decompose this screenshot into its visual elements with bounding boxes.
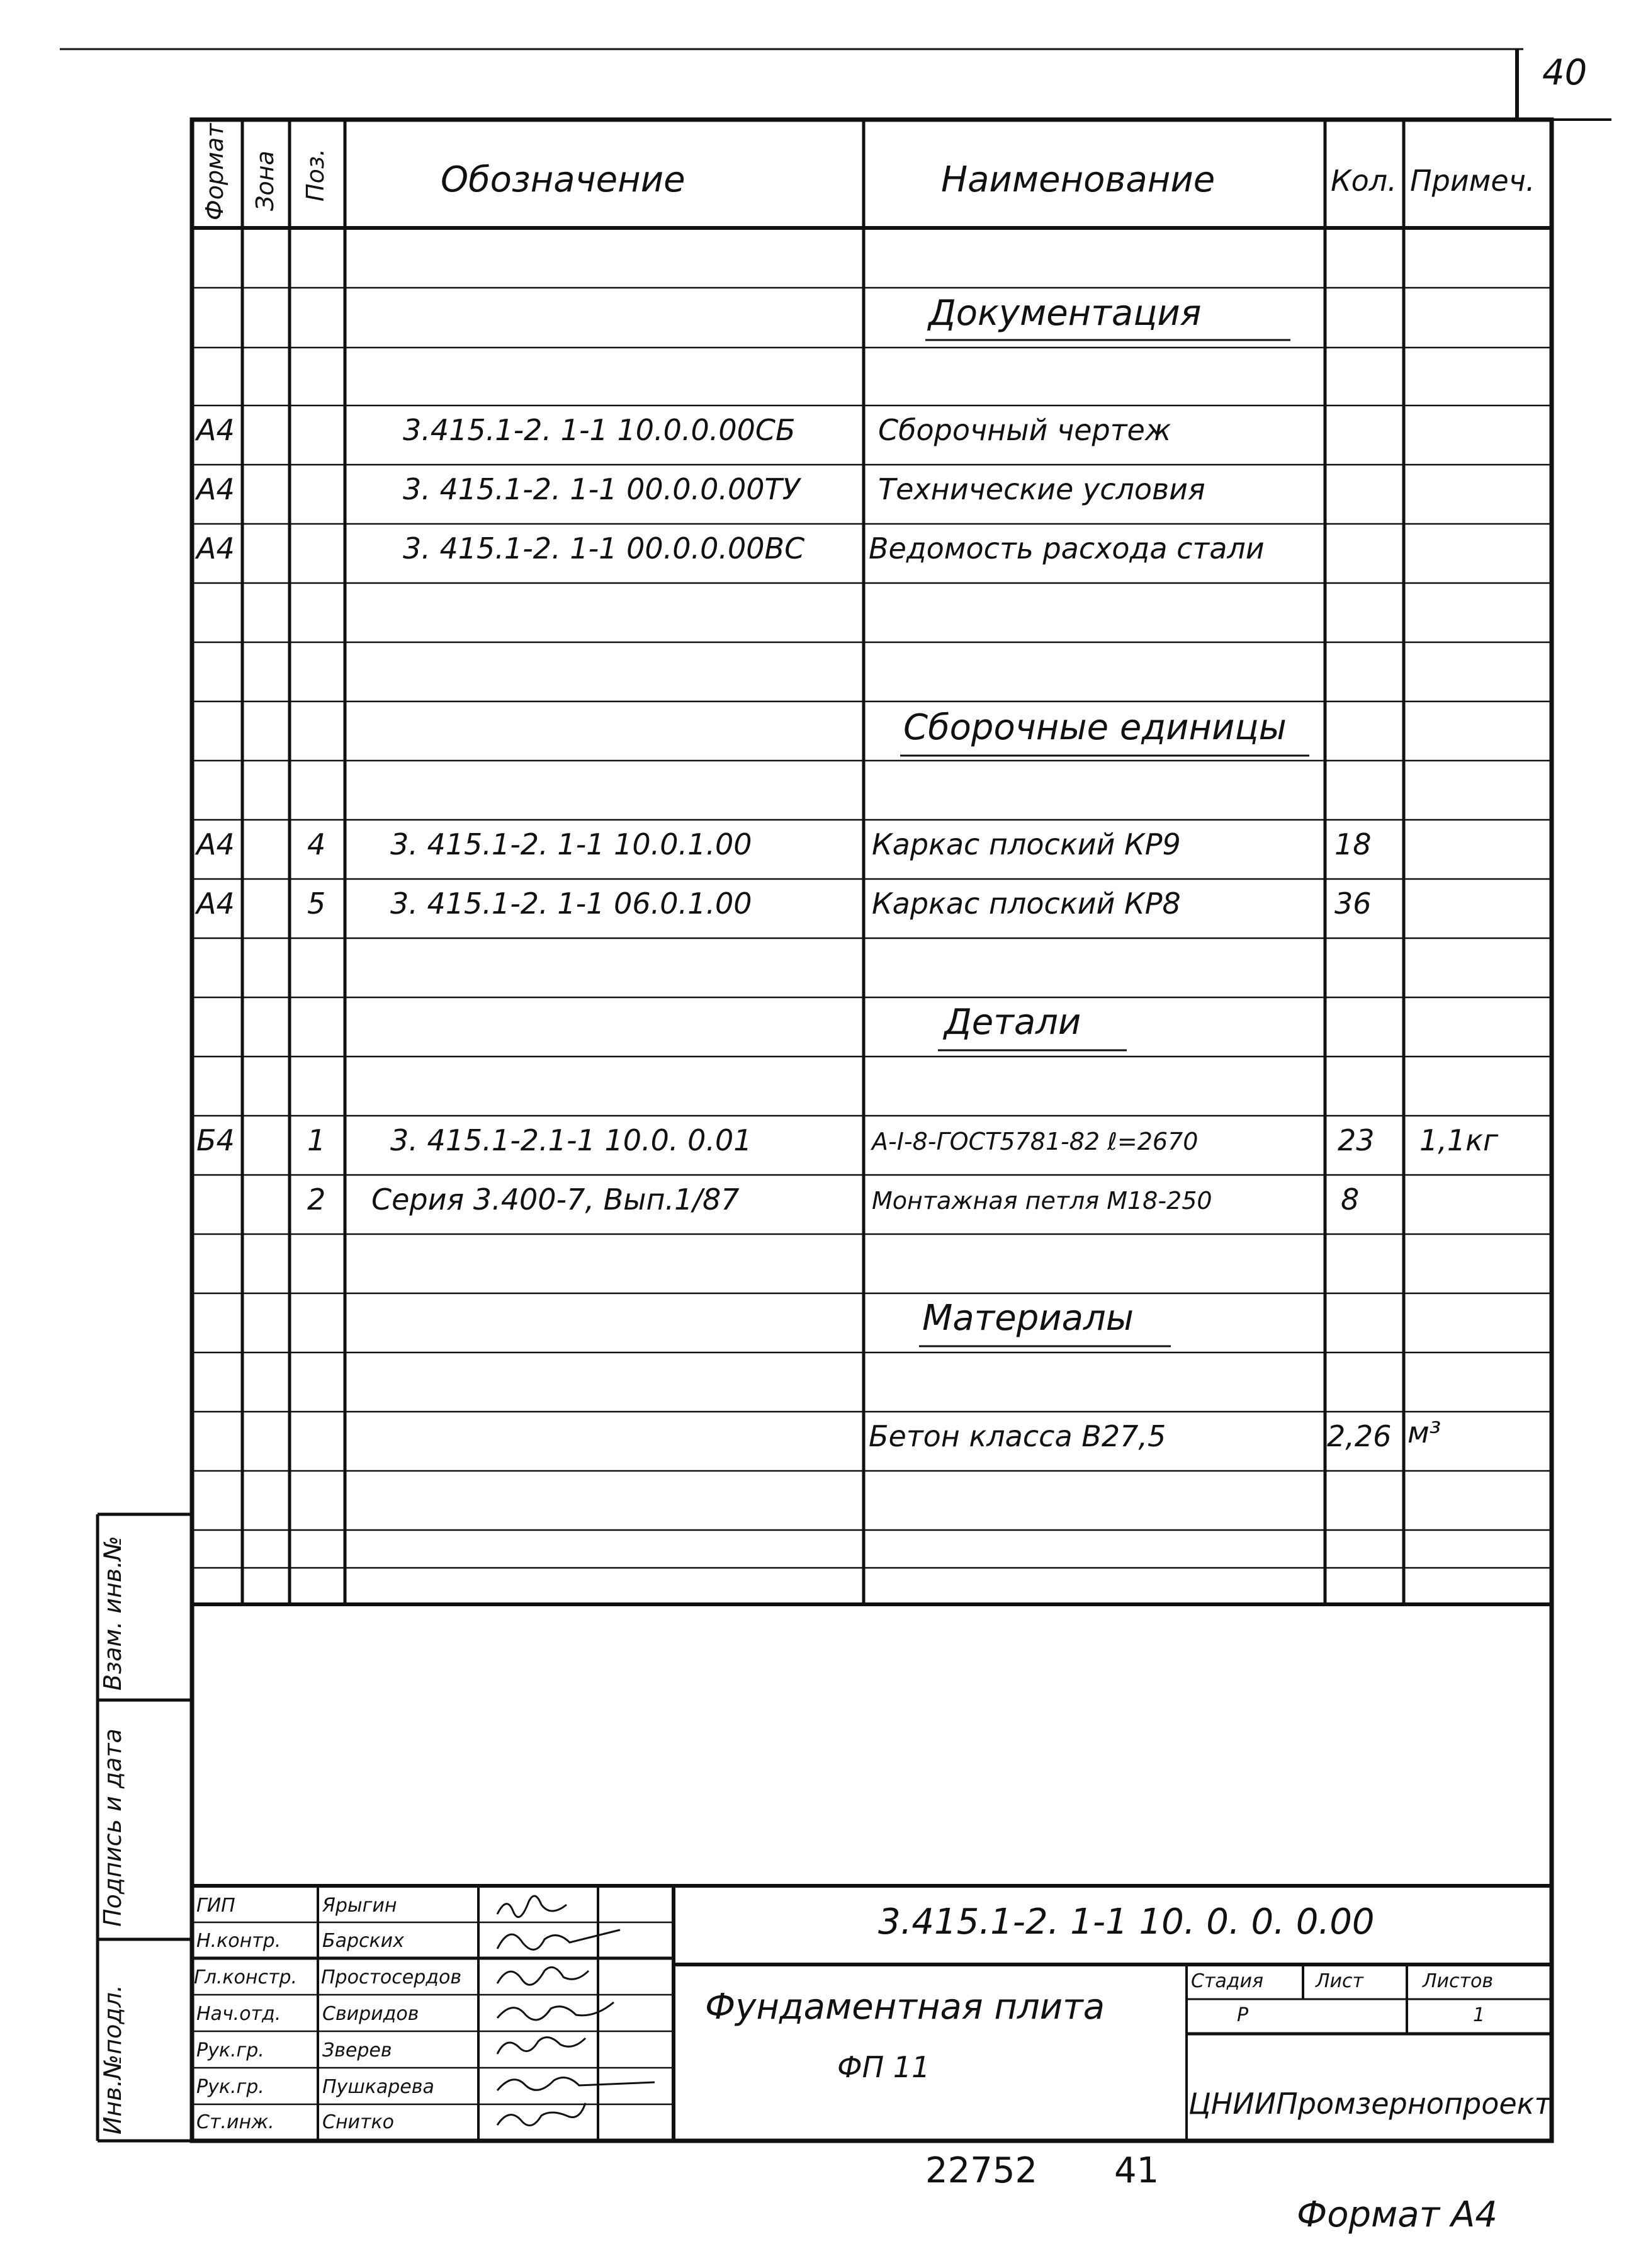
tb-title-line2: ФП 11 bbox=[837, 2050, 930, 2084]
row-6-designation: 3. 415.1-2.1-1 10.0. 0.01 bbox=[390, 1123, 752, 1157]
tb-role-3: Гл.констр. bbox=[194, 1966, 298, 1988]
row-2-name: Технические условия bbox=[878, 472, 1205, 506]
tb-role-6: Рук.гр. bbox=[196, 2076, 264, 2098]
footer-number: 22752 bbox=[925, 2150, 1038, 2191]
tb-stage-label: Стадия bbox=[1191, 1970, 1264, 1992]
side-label-podpis: Подпись и дата bbox=[99, 1728, 127, 1927]
row-1-designation: 3.415.1-2. 1-1 10.0.0.00СБ bbox=[403, 413, 796, 447]
tb-name-3: Простосердов bbox=[321, 1966, 462, 1988]
tb-name-2: Барских bbox=[322, 1930, 404, 1952]
section-materials: Материалы bbox=[922, 1298, 1134, 1339]
header-note: Примеч. bbox=[1410, 164, 1535, 198]
row-7-pos: 2 bbox=[307, 1182, 326, 1216]
header-zone: Зона bbox=[251, 150, 279, 211]
side-label-vzam: Взам. инв.№ bbox=[99, 1536, 127, 1691]
row-5-pos: 5 bbox=[307, 887, 326, 921]
row-5-format: А4 bbox=[196, 887, 235, 921]
footer-format: Формат А4 bbox=[1297, 2194, 1498, 2235]
row-7-name: Монтажная петля М18-250 bbox=[872, 1187, 1212, 1215]
row-8-qty: 2,26 bbox=[1327, 1419, 1392, 1453]
row-6-name: А-I-8-ГОСТ5781-82 ℓ=2670 bbox=[872, 1128, 1199, 1155]
row-3-name: Ведомость расхода стали bbox=[869, 531, 1265, 565]
row-4-pos: 4 bbox=[307, 827, 326, 861]
tb-org: ЦНИИПромзернопроект bbox=[1188, 2087, 1552, 2121]
row-2-format: А4 bbox=[196, 472, 235, 506]
row-3-designation: 3. 415.1-2. 1-1 00.0.0.00ВС bbox=[403, 531, 805, 565]
row-7-qty: 8 bbox=[1341, 1182, 1360, 1216]
row-4-designation: 3. 415.1-2. 1-1 10.0.1.00 bbox=[390, 827, 752, 861]
row-6-note: 1,1кг bbox=[1419, 1123, 1499, 1157]
row-8-note: м³ bbox=[1408, 1415, 1441, 1449]
tb-role-1: ГИП bbox=[196, 1895, 235, 1917]
tb-code: 3.415.1-2. 1-1 10. 0. 0. 0.00 bbox=[878, 1902, 1375, 1942]
row-4-qty: 18 bbox=[1334, 827, 1372, 861]
header-format: Формат bbox=[201, 123, 228, 220]
header-qty: Кол. bbox=[1331, 164, 1397, 198]
row-2-designation: 3. 415.1-2. 1-1 00.0.0.00ТУ bbox=[403, 472, 800, 506]
tb-role-2: Н.контр. bbox=[196, 1930, 281, 1952]
row-6-pos: 1 bbox=[307, 1123, 326, 1157]
tb-name-7: Снитко bbox=[322, 2111, 395, 2133]
tb-role-4: Нач.отд. bbox=[196, 2003, 281, 2025]
tb-name-4: Свиридов bbox=[322, 2003, 419, 2025]
section-documentation: Документация bbox=[928, 293, 1202, 334]
row-5-qty: 36 bbox=[1334, 887, 1372, 921]
row-6-qty: 23 bbox=[1338, 1123, 1375, 1157]
row-6-format: Б4 bbox=[196, 1123, 235, 1157]
row-5-designation: 3. 415.1-2. 1-1 06.0.1.00 bbox=[390, 887, 752, 921]
tb-stage-value: Р bbox=[1237, 2004, 1249, 2026]
tb-role-5: Рук.гр. bbox=[196, 2039, 264, 2061]
side-label-inv-podl: Инв.№подл. bbox=[99, 1984, 127, 2135]
tb-sheets-label: Листов bbox=[1423, 1970, 1494, 1992]
header-name: Наименование bbox=[941, 159, 1216, 200]
tb-sheet-label: Лист bbox=[1316, 1970, 1364, 1992]
row-7-designation: Серия 3.400-7, Вып.1/87 bbox=[371, 1182, 740, 1216]
row-8-name: Бетон класса В27,5 bbox=[869, 1419, 1166, 1453]
row-4-format: А4 bbox=[196, 827, 235, 861]
section-details: Детали bbox=[944, 1002, 1081, 1043]
tb-role-7: Ст.инж. bbox=[196, 2111, 274, 2133]
tb-name-1: Ярыгин bbox=[322, 1895, 397, 1917]
header-pos: Поз. bbox=[302, 148, 329, 201]
row-1-format: А4 bbox=[196, 413, 235, 447]
row-1-name: Сборочный чертеж bbox=[878, 413, 1171, 447]
tb-title-line1: Фундаментная плита bbox=[705, 1987, 1105, 2027]
row-4-name: Каркас плоский КР9 bbox=[872, 827, 1181, 861]
tb-name-5: Зверев bbox=[322, 2039, 392, 2061]
header-designation: Обозначение bbox=[441, 159, 685, 200]
row-3-format: А4 bbox=[196, 531, 235, 565]
section-assembly-units: Сборочные единицы bbox=[903, 707, 1287, 748]
footer-page: 41 bbox=[1114, 2150, 1159, 2191]
tb-sheets-value: 1 bbox=[1473, 2004, 1486, 2026]
tb-name-6: Пушкарева bbox=[322, 2076, 434, 2098]
sheet-number: 40 bbox=[1542, 52, 1588, 93]
row-5-name: Каркас плоский КР8 bbox=[872, 887, 1181, 921]
